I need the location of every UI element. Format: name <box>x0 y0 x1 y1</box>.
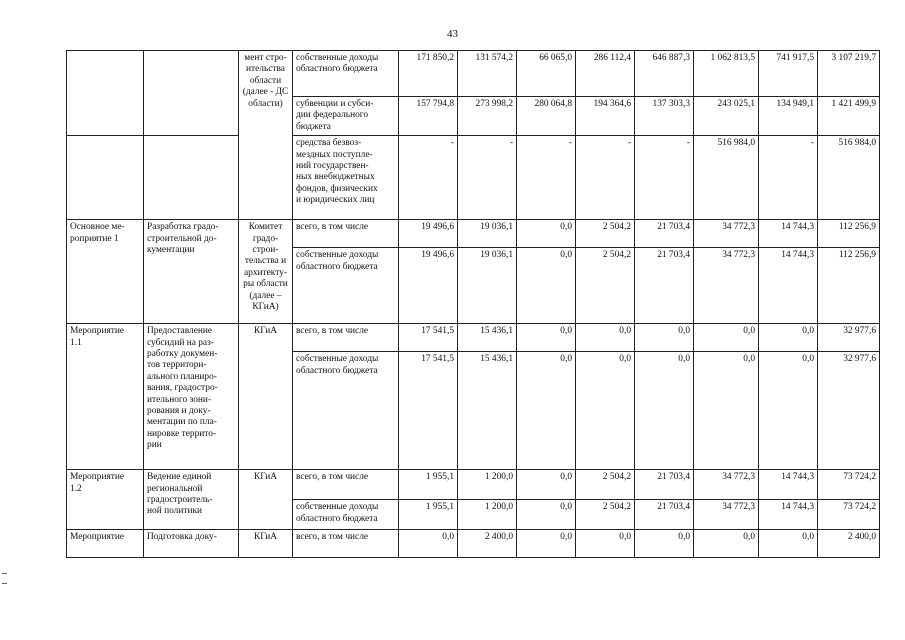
value-cell: 1 062 813,5 <box>694 51 759 97</box>
value-cell: 1 955,1 <box>399 500 458 530</box>
value-cell: 2 504,2 <box>576 220 635 248</box>
activity-cell: Мероприятие <box>67 530 144 558</box>
value-cell: 134 949,1 <box>759 97 818 136</box>
executor-cell: Комитет градо- строи- тельства и архитекту- ры области (далее – КГиА) <box>239 220 293 324</box>
value-cell: 0,0 <box>694 530 759 558</box>
value-cell: 741 917,5 <box>759 51 818 97</box>
funding-source-cell: собственные доходы областного бюджета <box>293 500 399 530</box>
value-cell: 0,0 <box>635 352 694 470</box>
value-cell: 0,0 <box>759 530 818 558</box>
value-cell: 0,0 <box>576 530 635 558</box>
funding-source-cell: всего, в том числе <box>293 530 399 558</box>
value-cell: 34 772,3 <box>694 220 759 248</box>
activity-cell: Мероприятие 1.1 <box>67 324 144 470</box>
value-cell: 21 703,4 <box>635 470 694 500</box>
activity-cell: Основное ме- роприятие 1 <box>67 220 144 324</box>
table-body <box>67 51 880 558</box>
value-cell: 0,0 <box>694 352 759 470</box>
value-cell: 2 400,0 <box>458 530 517 558</box>
funding-source-cell: всего, в том числе <box>293 470 399 500</box>
value-cell: 1 955,1 <box>399 470 458 500</box>
executor-cell: КГиА <box>239 530 293 558</box>
value-cell: 0,0 <box>517 470 576 500</box>
value-cell: 286 112,4 <box>576 51 635 97</box>
value-cell: 21 703,4 <box>635 220 694 248</box>
value-cell: 157 794,8 <box>399 97 458 136</box>
value-cell: 131 574,2 <box>458 51 517 97</box>
value-cell: 73 724,2 <box>818 470 880 500</box>
value-cell: 34 772,3 <box>694 248 759 324</box>
funding-source-cell: собственные доходы областного бюджета <box>293 352 399 470</box>
value-cell: - <box>458 136 517 220</box>
value-cell: 0,0 <box>517 220 576 248</box>
value-cell: 0,0 <box>759 352 818 470</box>
value-cell: 2 504,2 <box>576 248 635 324</box>
value-cell: 15 436,1 <box>458 352 517 470</box>
value-cell: 17 541,5 <box>399 352 458 470</box>
funding-source-cell: всего, в том числе <box>293 324 399 352</box>
value-cell: 19 036,1 <box>458 248 517 324</box>
name-cell: Предоставление субсидий на раз- работку докумен- тов территори- ального планиро- вания, градостро- ительного зони- рования и доку- ментации по пла- нировке террито- рии <box>144 324 239 470</box>
value-cell: 34 772,3 <box>694 470 759 500</box>
value-cell: 32 977,6 <box>818 352 880 470</box>
value-cell: 112 256,9 <box>818 248 880 324</box>
value-cell: - <box>576 136 635 220</box>
value-cell: 14 744,3 <box>759 220 818 248</box>
value-cell: 2 400,0 <box>818 530 880 558</box>
value-cell: - <box>399 136 458 220</box>
value-cell: 73 724,2 <box>818 500 880 530</box>
name-cell: Ведение единой региональной градостроитель- ной политики <box>144 470 239 530</box>
value-cell: 137 303,3 <box>635 97 694 136</box>
funding-source-cell: субвенции и субси- дии федерального бюджета <box>293 97 399 136</box>
executor-cell: мент стро- ительства области (далее - ДС области) <box>239 51 293 220</box>
value-cell: 0,0 <box>576 324 635 352</box>
value-cell: 646 887,3 <box>635 51 694 97</box>
value-cell: 34 772,3 <box>694 500 759 530</box>
value-cell: 2 504,2 <box>576 500 635 530</box>
value-cell: 1 200,0 <box>458 500 517 530</box>
value-cell: 17 541,5 <box>399 324 458 352</box>
value-cell: 243 025,1 <box>694 97 759 136</box>
value-cell: 19 496,6 <box>399 248 458 324</box>
value-cell: 1 200,0 <box>458 470 517 500</box>
value-cell: 19 036,1 <box>458 220 517 248</box>
value-cell: 273 998,2 <box>458 97 517 136</box>
activity-cell <box>67 136 144 220</box>
value-cell: 280 064,8 <box>517 97 576 136</box>
name-cell: Разработка градо- строительной до- кументации <box>144 220 239 324</box>
value-cell: 171 850,2 <box>399 51 458 97</box>
value-cell: 0,0 <box>694 324 759 352</box>
value-cell: 2 504,2 <box>576 470 635 500</box>
executor-cell: КГиА <box>239 324 293 470</box>
table-row <box>67 530 880 558</box>
value-cell: - <box>517 136 576 220</box>
value-cell: - <box>759 136 818 220</box>
value-cell: 194 364,6 <box>576 97 635 136</box>
name-cell <box>144 51 239 136</box>
value-cell: 0,0 <box>517 352 576 470</box>
activity-cell: Мероприятие 1.2 <box>67 470 144 530</box>
funding-source-cell: всего, в том числе <box>293 220 399 248</box>
value-cell: 0,0 <box>517 500 576 530</box>
value-cell: 112 256,9 <box>818 220 880 248</box>
value-cell: 0,0 <box>635 324 694 352</box>
table-row <box>67 324 880 352</box>
value-cell: 0,0 <box>635 530 694 558</box>
funding-source-cell: собственные доходы областного бюджета <box>293 51 399 97</box>
value-cell: 1 421 499,9 <box>818 97 880 136</box>
budget-table <box>66 50 880 558</box>
value-cell: 19 496,6 <box>399 220 458 248</box>
name-cell: Подготовка доку- <box>144 530 239 558</box>
value-cell: 0,0 <box>399 530 458 558</box>
value-cell: 14 744,3 <box>759 500 818 530</box>
value-cell: 21 703,4 <box>635 248 694 324</box>
value-cell: 516 984,0 <box>694 136 759 220</box>
value-cell: - <box>635 136 694 220</box>
activity-cell <box>67 51 144 136</box>
value-cell: 0,0 <box>517 530 576 558</box>
value-cell: 516 984,0 <box>818 136 880 220</box>
value-cell: 66 065,0 <box>517 51 576 97</box>
edge-mark <box>2 573 7 574</box>
value-cell: 0,0 <box>517 248 576 324</box>
value-cell: 15 436,1 <box>458 324 517 352</box>
value-cell: 14 744,3 <box>759 470 818 500</box>
value-cell: 14 744,3 <box>759 248 818 324</box>
table-row <box>67 220 880 248</box>
funding-source-cell: средства безвоз- мездных поступле- ний государствен- ных внебюджетных фондов, физических и юридических лиц <box>293 136 399 220</box>
value-cell: 0,0 <box>517 324 576 352</box>
value-cell: 0,0 <box>759 324 818 352</box>
value-cell: 32 977,6 <box>818 324 880 352</box>
executor-cell: КГиА <box>239 470 293 530</box>
value-cell: 0,0 <box>576 352 635 470</box>
table-row <box>67 51 880 97</box>
value-cell: 3 107 219,7 <box>818 51 880 97</box>
page-number: 43 <box>447 28 458 40</box>
name-cell <box>144 136 239 220</box>
table-row <box>67 136 880 220</box>
edge-mark <box>2 583 7 584</box>
value-cell: 21 703,4 <box>635 500 694 530</box>
funding-source-cell: собственные доходы областного бюджета <box>293 248 399 324</box>
table-row <box>67 470 880 500</box>
